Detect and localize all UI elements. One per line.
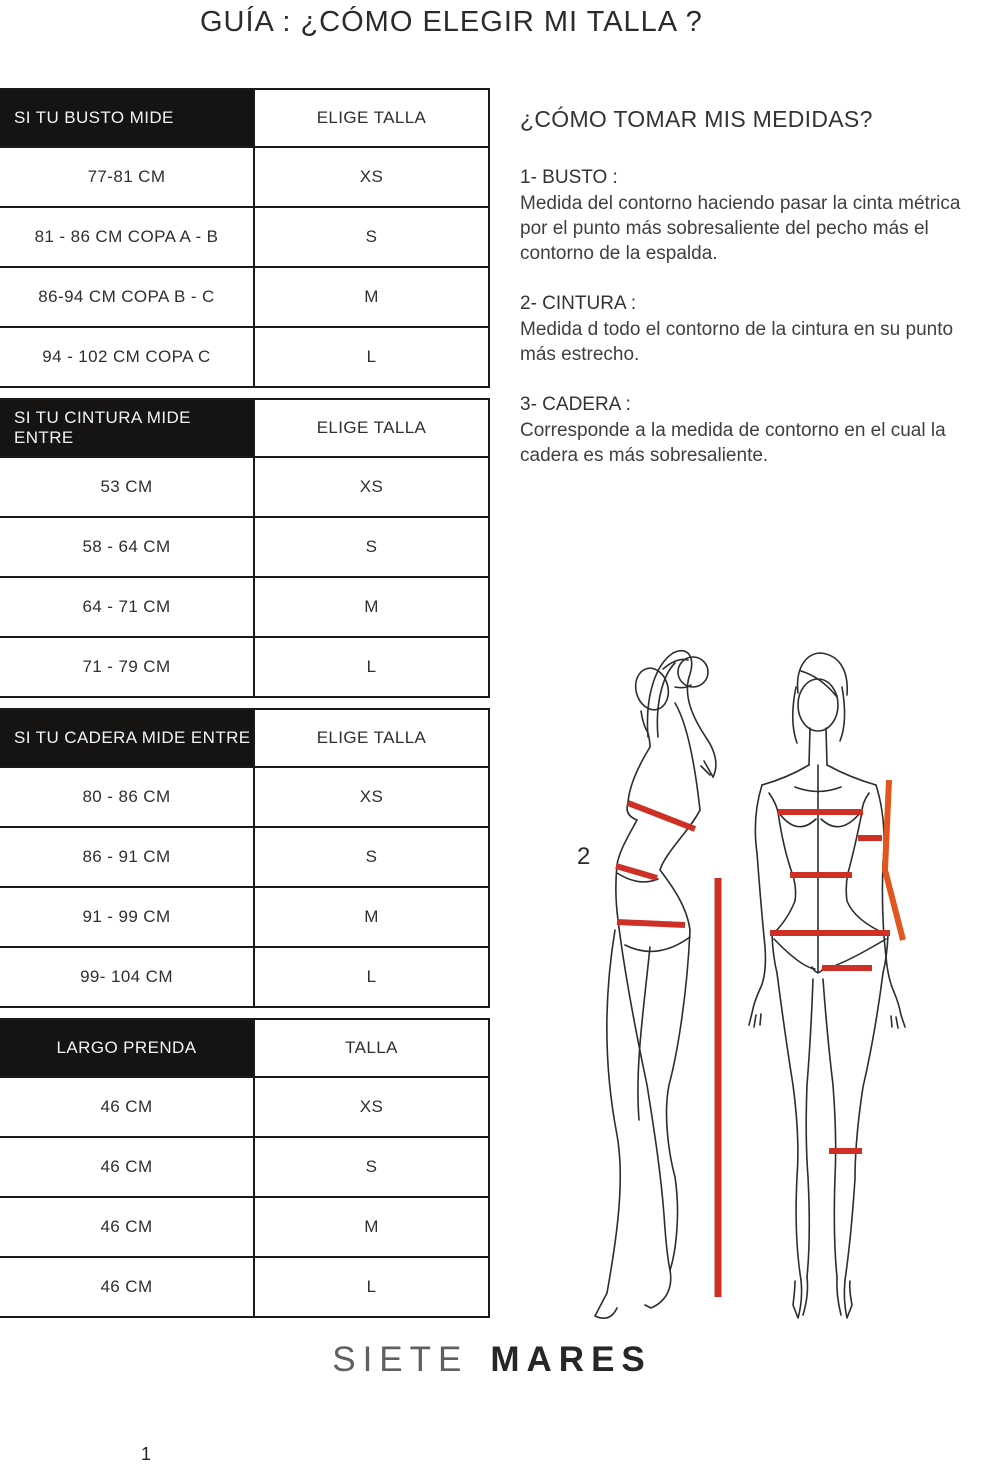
waist-size-table [0,398,490,698]
measure-cell: 46 CM [0,1198,255,1256]
table-header-row [0,90,488,146]
measurement-lines [616,780,903,1297]
table-header-row [0,710,488,766]
measure-cell: 94 - 102 CM COPA C [0,328,255,386]
table-header-measure: SI TU BUSTO MIDE [0,90,255,146]
measure-cell: 46 CM [0,1078,255,1136]
table-header-size: ELIGE TALLA [316,728,427,747]
table-header-measure: SI TU CADERA MIDE ENTRE [0,710,255,766]
instruction-body: Medida d todo el contorno de la cintura en su punto más estrecho. [520,319,954,365]
bust-size-table [0,88,490,388]
measure-cell: 91 - 99 CM [0,888,255,946]
table-row [0,516,488,576]
brand-logo-first-word: SIETE [332,1340,469,1379]
instruction-body: Medida del contorno haciendo pasar la cinta métrica por el punto más sobresaliente del pecho más el contorno de la espalda. [520,193,961,264]
measure-cell: 46 CM [0,1138,255,1196]
waist-measure-number: 2 [577,843,591,870]
size-cell: XS [359,167,384,186]
measure-cell: 86-94 CM COPA B - C [0,268,255,326]
hip-size-table [0,708,490,1008]
table-header-row [0,400,488,456]
side-hip-line [617,922,685,925]
table-row [0,1196,488,1256]
page-title: GUÍA : ¿CÓMO ELEGIR MI TALLA ? [200,6,703,38]
size-cell: M [364,1217,379,1236]
table-row [0,576,488,636]
table-row [0,1256,488,1316]
instruction-busto [520,167,968,266]
side-figure-sketch [595,651,716,1319]
measure-cell: 86 - 91 CM [0,828,255,886]
table-header-size: ELIGE TALLA [316,418,427,437]
measure-cell: 99- 104 CM [0,948,255,1006]
size-cell: XS [359,787,384,806]
table-header-size: ELIGE TALLA [316,108,427,127]
size-cell: M [364,287,379,306]
measure-cell: 58 - 64 CM [0,518,255,576]
size-cell: XS [359,1097,384,1116]
measure-cell: 80 - 86 CM [0,768,255,826]
instruction-body: Corresponde a la medida de contorno en el cual la cadera es más sobresaliente. [520,420,946,466]
side-bust-line [628,803,695,829]
table-header-measure: LARGO PRENDA [0,1020,255,1076]
table-row [0,946,488,1006]
instruction-cintura [520,293,968,367]
size-cell: M [364,597,379,616]
table-row [0,266,488,326]
instruction-label: 1- BUSTO : [520,167,618,188]
size-cell: S [365,227,378,246]
table-row [0,206,488,266]
size-cell: S [365,847,378,866]
brand-logo-second-word: MARES [490,1340,652,1379]
measurement-figures-illustration [555,615,984,1335]
arm-length-line [885,780,903,940]
size-cell: L [366,657,377,676]
table-row [0,146,488,206]
table-header-measure: SI TU CINTURA MIDE ENTRE [0,400,255,456]
size-cell: S [365,1157,378,1176]
measure-cell: 53 CM [0,458,255,516]
table-header-size: TALLA [345,1038,398,1057]
table-header-row [0,1020,488,1076]
table-row [0,636,488,696]
measuring-instructions [520,106,968,495]
instruction-cadera [520,394,968,468]
size-cell: L [366,347,377,366]
size-cell: XS [359,477,384,496]
table-row [0,1136,488,1196]
size-cell: L [366,967,377,986]
page-number: 1 [141,1444,152,1464]
size-cell: S [365,537,378,556]
table-row [0,456,488,516]
table-row [0,766,488,826]
size-cell: L [366,1277,377,1296]
table-row [0,886,488,946]
size-cell: M [364,907,379,926]
instruction-label: 2- CINTURA : [520,293,637,314]
front-figure-sketch [749,653,905,1318]
instruction-label: 3- CADERA : [520,394,631,415]
measure-cell: 64 - 71 CM [0,578,255,636]
measure-cell: 71 - 79 CM [0,638,255,696]
brand-logo [0,1340,984,1380]
measure-cell: 77-81 CM [0,148,255,206]
garment-length-table [0,1018,490,1318]
measure-cell: 46 CM [0,1258,255,1316]
table-row [0,1076,488,1136]
measure-cell: 81 - 86 CM COPA A - B [0,208,255,266]
table-row [0,826,488,886]
table-row [0,326,488,386]
instructions-heading: ¿CÓMO TOMAR MIS MEDIDAS? [520,106,873,132]
